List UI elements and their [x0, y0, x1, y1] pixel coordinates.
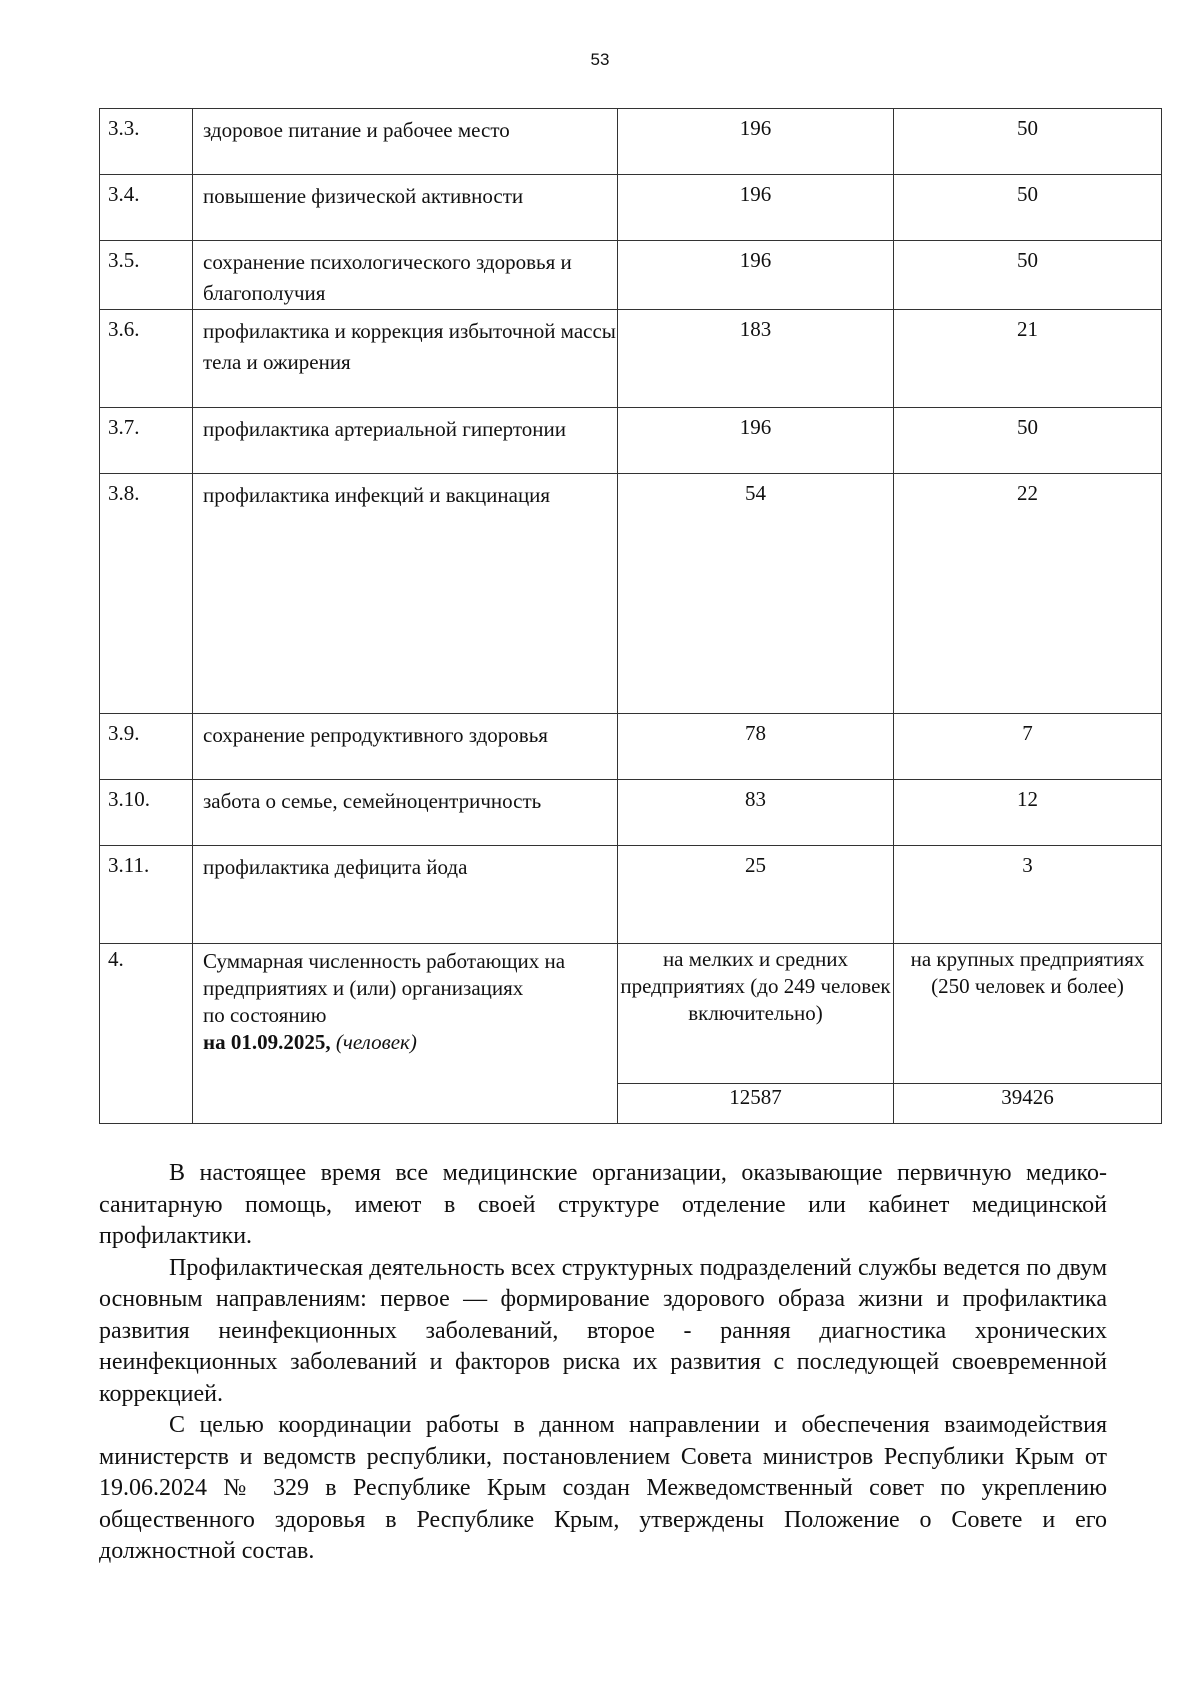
small-enterprises-value: 196	[618, 241, 894, 310]
body-text	[99, 1158, 1107, 1568]
summary-date: на 01.09.2025,	[203, 1030, 331, 1054]
small-enterprises-value: 196	[618, 175, 894, 241]
indicators-table	[99, 108, 1162, 1124]
table-row	[100, 780, 1162, 846]
large-enterprises-value: 21	[894, 310, 1162, 408]
table-row	[100, 310, 1162, 408]
summary-label-line2: по состоянию	[203, 1003, 327, 1027]
small-enterprises-value: 183	[618, 310, 894, 408]
summary-unit: (человек)	[335, 1030, 417, 1054]
row-number: 3.9.	[100, 714, 193, 780]
row-name: здоровое питание и рабочее место	[193, 109, 618, 175]
large-enterprises-value: 50	[894, 175, 1162, 241]
large-enterprises-value: 22	[894, 474, 1162, 714]
row-name: сохранение репродуктивного здоровья	[193, 714, 618, 780]
summary-label-line1: Суммарная численность работающих на предприятиях и (или) организациях	[203, 949, 566, 1000]
large-enterprises-header: на крупных предприятиях (250 человек и более)	[894, 944, 1162, 1084]
large-enterprises-value: 12	[894, 780, 1162, 846]
table-row	[100, 846, 1162, 944]
large-enterprises-value: 7	[894, 714, 1162, 780]
small-enterprises-total: 12587	[618, 1084, 894, 1124]
paragraph: В настоящее время все медицинские организации, оказывающие первичную медико-санитарную помощь, имеют в своей структуре отделение или кабинет медицинской профилактики.	[99, 1160, 1107, 1249]
row-number: 3.5.	[100, 241, 193, 310]
row-number: 3.6.	[100, 310, 193, 408]
row-name: сохранение психологического здоровья и благополучия	[193, 241, 618, 310]
small-enterprises-value: 196	[618, 408, 894, 474]
page-number: 53	[590, 50, 610, 69]
row-name: повышение физической активности	[193, 175, 618, 241]
paragraph: С целью координации работы в данном направлении и обеспечения взаимодействия министерств и ведомств республики, постановлением Совета министров Республики Крым от 19.06.2024 № 329 в Республике Крым создан Межведомственный совет по укреплению общественного здоровья в Республике Крым, утверждены Положение о Совете и его должностной состав.	[99, 1412, 1107, 1564]
large-enterprises-value: 3	[894, 846, 1162, 944]
row-name: профилактика дефицита йода	[193, 846, 618, 944]
table-row	[100, 714, 1162, 780]
row-number: 3.8.	[100, 474, 193, 714]
table-row	[100, 408, 1162, 474]
summary-row	[100, 944, 1162, 1084]
small-enterprises-value: 83	[618, 780, 894, 846]
row-number: 3.3.	[100, 109, 193, 175]
large-enterprises-total: 39426	[894, 1084, 1162, 1124]
small-enterprises-value: 54	[618, 474, 894, 714]
small-enterprises-value: 196	[618, 109, 894, 175]
small-enterprises-value: 25	[618, 846, 894, 944]
summary-label-line3	[203, 1029, 617, 1056]
row-number: 3.11.	[100, 846, 193, 944]
table-row	[100, 109, 1162, 175]
summary-label	[193, 944, 618, 1124]
row-name: забота о семье, семейноцентричность	[193, 780, 618, 846]
row-number: 3.7.	[100, 408, 193, 474]
paragraph: Профилактическая деятельность всех структурных подразделений службы ведется по двум основным направлениям: первое — формирование здорового образа жизни и профилактика развития неинфекционных заболеваний, второе - ранняя диагностика хронических неинфекционных заболеваний и факторов риска их развития с последующей своевременной коррекцией.	[99, 1254, 1107, 1407]
large-enterprises-value: 50	[894, 408, 1162, 474]
table-row	[100, 175, 1162, 241]
large-enterprises-value: 50	[894, 241, 1162, 310]
large-enterprises-value: 50	[894, 109, 1162, 175]
table-row	[100, 474, 1162, 714]
table-row	[100, 241, 1162, 310]
row-number: 3.10.	[100, 780, 193, 846]
row-name: профилактика и коррекция избыточной массы тела и ожирения	[193, 310, 618, 408]
small-enterprises-value: 78	[618, 714, 894, 780]
small-enterprises-header: на мелких и средних предприятиях (до 249 человек включительно)	[618, 944, 894, 1084]
row-number: 3.4.	[100, 175, 193, 241]
row-name: профилактика инфекций и вакцинация	[193, 474, 618, 714]
row-name: профилактика артериальной гипертонии	[193, 408, 618, 474]
summary-number: 4.	[100, 944, 193, 1124]
